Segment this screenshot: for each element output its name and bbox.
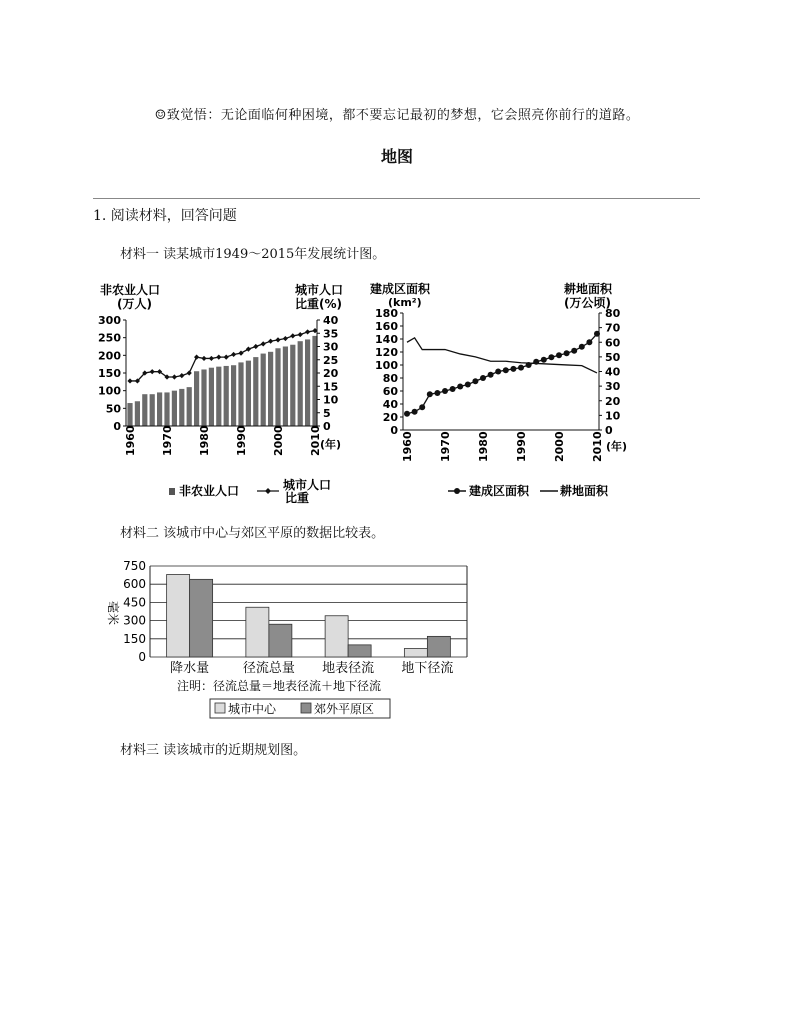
c1-bar (290, 345, 295, 426)
c2-built-area-point (442, 388, 448, 394)
c3-legend-center: 城市中心 (228, 702, 277, 716)
c2-built-area-point (412, 409, 418, 415)
c2-built-area-point (434, 390, 440, 396)
c1-bar (224, 366, 229, 426)
c2-left-tick-label: 20 (382, 411, 398, 424)
c1-ratio-point (179, 373, 184, 378)
c1-right-tick-label: 25 (323, 353, 339, 367)
c1-bar (261, 354, 266, 426)
c1-ratio-point (268, 339, 273, 344)
c1-ratio-point (150, 369, 155, 374)
c2-x-tick-label: 1960 (401, 431, 414, 462)
c1-ratio-point (283, 336, 288, 341)
c2-left-tick-label: 0 (390, 424, 398, 437)
c2-built-area-point (526, 362, 532, 368)
c1-bar (268, 352, 273, 426)
c3-category-label: 降水量 (170, 661, 210, 676)
c3-y-label: 毫米 (106, 601, 120, 626)
c2-built-area-point (518, 365, 524, 371)
c3-category-label: 径流总量 (242, 661, 295, 676)
c1-left-tick-label: 50 (105, 402, 121, 416)
c1-x-unit: (年) (320, 438, 342, 451)
c1-left-unit: (万人) (117, 297, 152, 311)
c1-ratio-point (290, 333, 295, 338)
c2-x-tick-label: 1970 (439, 431, 452, 462)
c1-left-tick-label: 100 (98, 384, 121, 398)
c3-bar (246, 607, 269, 657)
c3-bar (325, 616, 348, 657)
c2-right-unit: (万公顷) (564, 296, 611, 310)
c1-ratio-point (216, 355, 221, 360)
runoff-chart (95, 556, 475, 726)
c1-right-tick-label: 20 (323, 367, 339, 380)
c3-bar (167, 574, 190, 657)
c2-built-area-point (419, 404, 425, 410)
c1-bar (172, 391, 177, 426)
c2-right-tick-label: 50 (605, 350, 621, 364)
c3-note: 注明：径流总量＝地表径流＋地下径流 (177, 679, 382, 693)
c1-right-tick-label: 0 (323, 420, 331, 433)
c3-y-tick-label: 300 (123, 613, 146, 628)
c2-built-area-point (480, 375, 486, 381)
c1-ratio-point (201, 356, 206, 361)
c2-right-tick-label: 0 (605, 424, 613, 437)
c2-built-area-point (427, 391, 433, 397)
c1-bar (231, 365, 236, 426)
c1-bar (157, 392, 162, 426)
c2-x-unit: (年) (606, 440, 628, 453)
c2-x-tick-label: 2010 (591, 431, 604, 462)
c1-ratio-point (275, 337, 280, 342)
c2-legend-built-label: 建成区面积 (469, 484, 530, 498)
c1-bar (164, 392, 169, 426)
c1-ratio-point (209, 356, 214, 361)
c2-right-tick-label: 30 (605, 380, 621, 394)
c1-bar (127, 403, 132, 426)
c1-right-tick-label: 40 (323, 314, 339, 327)
c1-bar (179, 389, 184, 426)
c2-left-tick-label: 60 (382, 385, 398, 398)
c3-legend-swatch-center (215, 703, 225, 713)
c1-left-tick-label: 300 (98, 314, 121, 327)
c2-built-area-point (404, 411, 410, 417)
question-title: 1. 阅读材料，回答问题 (93, 208, 237, 224)
c1-x-tick-label: 1990 (235, 425, 248, 456)
area-chart (368, 280, 633, 505)
c1-ratio-point (253, 344, 258, 349)
c3-bar (190, 579, 213, 657)
c1-right-label: 城市人口 (295, 283, 344, 297)
c2-built-area-point (488, 372, 494, 378)
c1-bar (142, 394, 147, 426)
c3-bar (404, 649, 427, 657)
c2-left-label: 建成区面积 (370, 282, 431, 296)
c3-bar (348, 645, 371, 657)
c2-built-area-point (495, 369, 501, 375)
c1-x-tick-label: 2010 (309, 425, 322, 456)
c1-ratio-point (231, 352, 236, 357)
c1-x-tick-label: 1980 (198, 425, 211, 456)
motto-line: ☺致觉悟：无论面临何种困境，都不要忘记最初的梦想，它会照亮你前行的道路。 (154, 108, 640, 123)
c2-right-tick-label: 40 (605, 365, 621, 379)
c1-legend-diamond (265, 488, 271, 494)
c2-right-label: 耕地面积 (564, 282, 613, 296)
c2-built-area-point (579, 344, 585, 350)
c2-x-tick-label: 1990 (515, 431, 528, 462)
c1-ratio-point (261, 341, 266, 346)
c3-y-tick-label: 750 (123, 559, 146, 573)
c2-left-tick-label: 40 (382, 398, 398, 411)
c1-left-tick-label: 0 (113, 420, 121, 433)
c3-bar (269, 624, 292, 657)
c1-right-tick-label: 5 (323, 406, 331, 420)
c2-built-area-point (503, 367, 509, 373)
c3-y-tick-label: 150 (123, 631, 146, 646)
c1-bar (135, 401, 140, 426)
c1-ratio-point (187, 370, 192, 375)
c1-left-tick-label: 150 (98, 367, 121, 380)
c1-bar (246, 361, 251, 426)
c1-ratio-point (298, 332, 303, 337)
c2-legend-dot (454, 488, 460, 494)
c2-built-area-point (571, 348, 577, 354)
c2-built-area-point (450, 386, 456, 392)
c1-x-tick-label: 2000 (272, 425, 285, 456)
c1-ratio-point (127, 378, 132, 383)
c3-y-tick-label: 600 (123, 577, 146, 592)
population-chart (95, 280, 355, 505)
c2-built-area-point (586, 339, 592, 345)
c2-right-tick-label: 80 (605, 307, 621, 320)
c1-legend-bar-label: 非农业人口 (179, 484, 240, 498)
c1-bar (201, 369, 206, 426)
c3-category-label: 地表径流 (322, 661, 375, 676)
c1-bar (187, 387, 192, 426)
c2-left-tick-label: 100 (375, 359, 398, 372)
c2-built-area-line (407, 334, 597, 414)
c1-legend-line-label2: 比重 (285, 491, 310, 505)
c2-right-tick-label: 70 (605, 321, 621, 335)
c2-built-area-point (465, 382, 471, 388)
c1-ratio-point (305, 329, 310, 334)
c3-y-tick-label: 450 (123, 595, 146, 610)
c3-category-label: 地下径流 (401, 661, 454, 676)
c1-left-tick-label: 250 (98, 331, 121, 345)
c1-ratio-point (238, 351, 243, 356)
divider (93, 198, 700, 199)
c1-legend-line-label: 城市人口 (283, 478, 332, 492)
material-2-label: 材料二 该城市中心与郊区平原的数据比较表。 (120, 526, 385, 541)
c1-x-tick-label: 1960 (124, 425, 137, 456)
c2-built-area-point (457, 383, 463, 389)
c1-bar (283, 347, 288, 427)
c2-left-tick-label: 140 (375, 333, 398, 346)
c1-bar (194, 371, 199, 426)
c2-built-area-point (556, 352, 562, 358)
c3-y-tick-label: 0 (138, 650, 146, 664)
c1-bar (305, 339, 310, 426)
c1-bar (209, 368, 214, 426)
c2-built-area-point (510, 366, 516, 372)
c1-bar (238, 362, 243, 426)
c1-bar (275, 348, 280, 426)
c2-left-tick-label: 80 (382, 372, 398, 385)
c1-bar (253, 357, 258, 426)
c2-legend-farm-label: 耕地面积 (560, 484, 609, 498)
c3-legend-suburb: 郊外平原区 (314, 702, 375, 716)
c1-ratio-point (224, 355, 229, 360)
c2-left-unit: (km²) (388, 296, 422, 309)
c2-left-tick-label: 120 (375, 346, 398, 359)
material-1-label: 材料一 读某城市1949～2015年发展统计图。 (120, 247, 386, 262)
page-title: 地图 (380, 147, 413, 166)
c1-legend-bar-swatch (169, 488, 175, 495)
c1-ratio-point (246, 347, 251, 352)
c1-bar (150, 394, 155, 426)
c1-ratio-point (172, 374, 177, 379)
c2-left-tick-label: 180 (375, 307, 398, 320)
c1-left-tick-label: 200 (98, 349, 121, 363)
c2-right-tick-label: 10 (605, 409, 621, 423)
material-3-label: 材料三 读该城市的近期规划图。 (120, 743, 307, 758)
c2-built-area-point (594, 331, 600, 337)
c2-left-tick-label: 160 (375, 320, 398, 333)
c2-built-area-point (472, 378, 478, 384)
c1-left-label: 非农业人口 (100, 283, 161, 297)
c1-right-tick-label: 10 (323, 393, 339, 407)
c1-right-tick-label: 35 (323, 327, 339, 341)
c1-right-tick-label: 15 (323, 380, 339, 394)
c2-right-tick-label: 20 (605, 394, 621, 408)
c2-x-tick-label: 2000 (553, 431, 566, 462)
c3-bar (427, 636, 450, 657)
c2-built-area-point (541, 357, 547, 363)
c3-legend-swatch-suburb (301, 703, 311, 713)
c1-bar (216, 367, 221, 426)
c1-x-tick-label: 1970 (161, 425, 174, 456)
c2-x-tick-label: 1980 (477, 431, 490, 462)
c1-right-label2: 比重(%) (295, 297, 342, 311)
c2-built-area-point (564, 350, 570, 356)
c1-bar (298, 341, 303, 426)
c2-built-area-point (533, 359, 539, 365)
c1-ratio-point (194, 355, 199, 360)
c1-right-tick-label: 30 (323, 340, 339, 354)
c2-right-tick-label: 60 (605, 336, 621, 350)
c2-built-area-point (548, 354, 554, 360)
